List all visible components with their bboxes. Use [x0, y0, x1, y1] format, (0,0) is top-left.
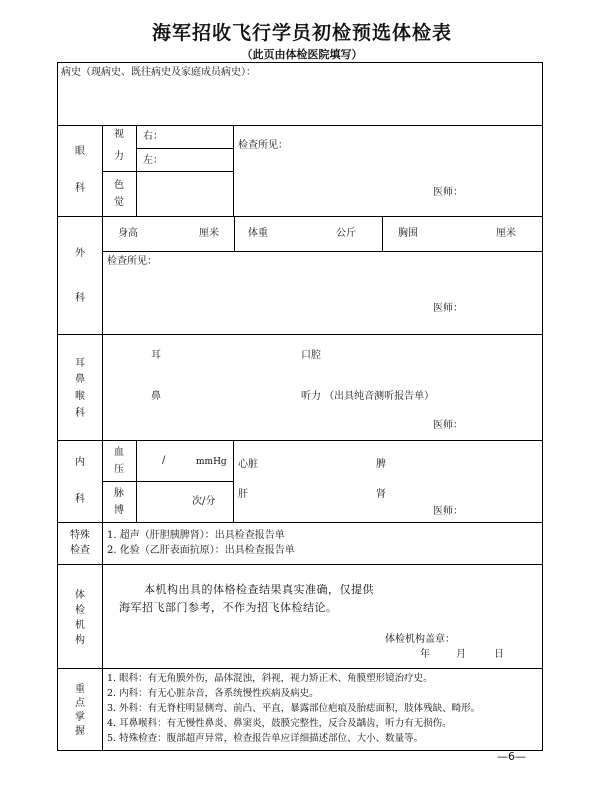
pulse-label-2: 博 — [114, 505, 124, 516]
key-point-item-3: 3. 外科：有无脊柱明显侧弯、前凸、平直，暴露部位疤痕及胎痣面积，肢体残缺、畸形。 — [107, 703, 481, 714]
left-eye-label: 左： — [143, 155, 163, 166]
ent-doctor-label: 医师： — [433, 420, 463, 431]
document-subtitle: （此页由体检医院填写） — [241, 48, 363, 61]
kidney-label: 肾 — [376, 489, 386, 500]
height-unit: 厘米 — [199, 228, 219, 239]
history-label: 病史（现病史、既往病史及家庭成员病史）： — [61, 67, 256, 78]
internal-doctor-label: 医师： — [433, 506, 463, 517]
color-vision-label-1: 色 — [114, 180, 124, 191]
ear-label: 耳 — [151, 350, 161, 361]
pulse-unit: 次/分 — [192, 496, 216, 507]
vision-label-1: 视 — [114, 129, 124, 140]
institution-statement-line-2: 海军招飞部门参考，不作为招飞体检结论。 — [119, 601, 338, 614]
height-label: 身高 — [118, 228, 138, 239]
vision-label-2: 力 — [114, 151, 124, 162]
institution-section-label-1: 体 — [75, 590, 85, 601]
bp-label-1: 血 — [114, 447, 124, 458]
special-item-2: 2. 化验（乙肝表面抗原）：出具检查报告单 — [107, 545, 295, 556]
institution-section-label-4: 构 — [75, 635, 85, 646]
mouth-label: 口腔 — [301, 350, 321, 361]
surgery-doctor-label: 医师： — [433, 303, 463, 314]
bp-label-2: 压 — [114, 464, 124, 475]
nose-label: 鼻 — [151, 391, 161, 402]
color-vision-label-2: 觉 — [114, 197, 124, 208]
special-section-label-2: 检查 — [70, 545, 90, 556]
institution-statement-line-1: 本机构出具的体格检查结果真实准确，仅提供 — [144, 583, 374, 596]
key-points-label-1: 重 — [75, 684, 85, 695]
day-label: 日 — [494, 649, 504, 660]
key-point-item-5: 5. 特殊检查：腹部超声异常，检查报告单应详细描述部位、大小、数量等。 — [107, 733, 424, 744]
key-point-item-1: 1. 眼科：有无角膜外伤，晶体混浊，斜视，视力矫正术、角膜塑形镜治疗史。 — [107, 673, 433, 684]
internal-section-label-2: 科 — [75, 494, 85, 505]
document-title: 海军招收飞行学员初检预选体检表 — [151, 22, 452, 44]
key-points-label-4: 握 — [75, 726, 85, 737]
hearing-label: 听力 （出具纯音测听报告单） — [301, 391, 435, 402]
page-number: —6— — [497, 750, 526, 763]
special-item-1: 1. 超声（肝胆胰脾肾）：出具检查报告单 — [107, 530, 285, 541]
key-point-item-2: 2. 内科：有无心脏杂音，各系统慢性疾病及病史。 — [107, 688, 319, 699]
chest-label: 胸围 — [398, 228, 418, 239]
chest-unit: 厘米 — [496, 228, 516, 239]
surgery-section-label-1: 外 — [75, 248, 85, 259]
institution-section-label-2: 检 — [75, 605, 85, 616]
year-label: 年 — [420, 649, 430, 660]
ent-section-label-4: 科 — [75, 408, 85, 419]
surgery-section-label-2: 科 — [75, 293, 85, 304]
bp-unit: mmHg — [196, 457, 227, 467]
weight-label: 体重 — [248, 228, 268, 239]
month-label: 月 — [456, 649, 466, 660]
key-points-label-3: 掌 — [75, 712, 85, 723]
institution-section-label-3: 机 — [75, 620, 85, 631]
ent-section-label-3: 喉 — [75, 391, 85, 402]
eye-section-label-2: 科 — [75, 183, 85, 194]
heart-label: 心脏 — [238, 459, 258, 470]
eye-section-label-1: 眼 — [75, 146, 85, 157]
spleen-label: 脾 — [376, 459, 386, 470]
weight-unit: 公斤 — [336, 228, 356, 239]
eye-doctor-label: 医师： — [433, 187, 463, 198]
ent-section-label-1: 耳 — [75, 358, 85, 369]
internal-section-label-1: 内 — [75, 457, 85, 468]
eye-findings-label: 检查所见： — [238, 140, 288, 151]
key-point-item-4: 4. 耳鼻喉科：有无慢性鼻炎、鼻窦炎，鼓膜完整性，反合及龋齿，听力有无损伤。 — [107, 718, 452, 729]
bp-separator: / — [162, 455, 166, 466]
seal-label: 体检机构盖章： — [385, 634, 455, 645]
ent-section-label-2: 鼻 — [75, 374, 85, 385]
liver-label: 肝 — [238, 489, 248, 500]
key-points-label-2: 点 — [75, 698, 85, 709]
special-section-label-1: 特殊 — [70, 530, 90, 541]
right-eye-label: 右： — [143, 131, 163, 142]
pulse-label-1: 脉 — [114, 488, 124, 499]
surgery-findings-label: 检查所见： — [107, 256, 157, 267]
